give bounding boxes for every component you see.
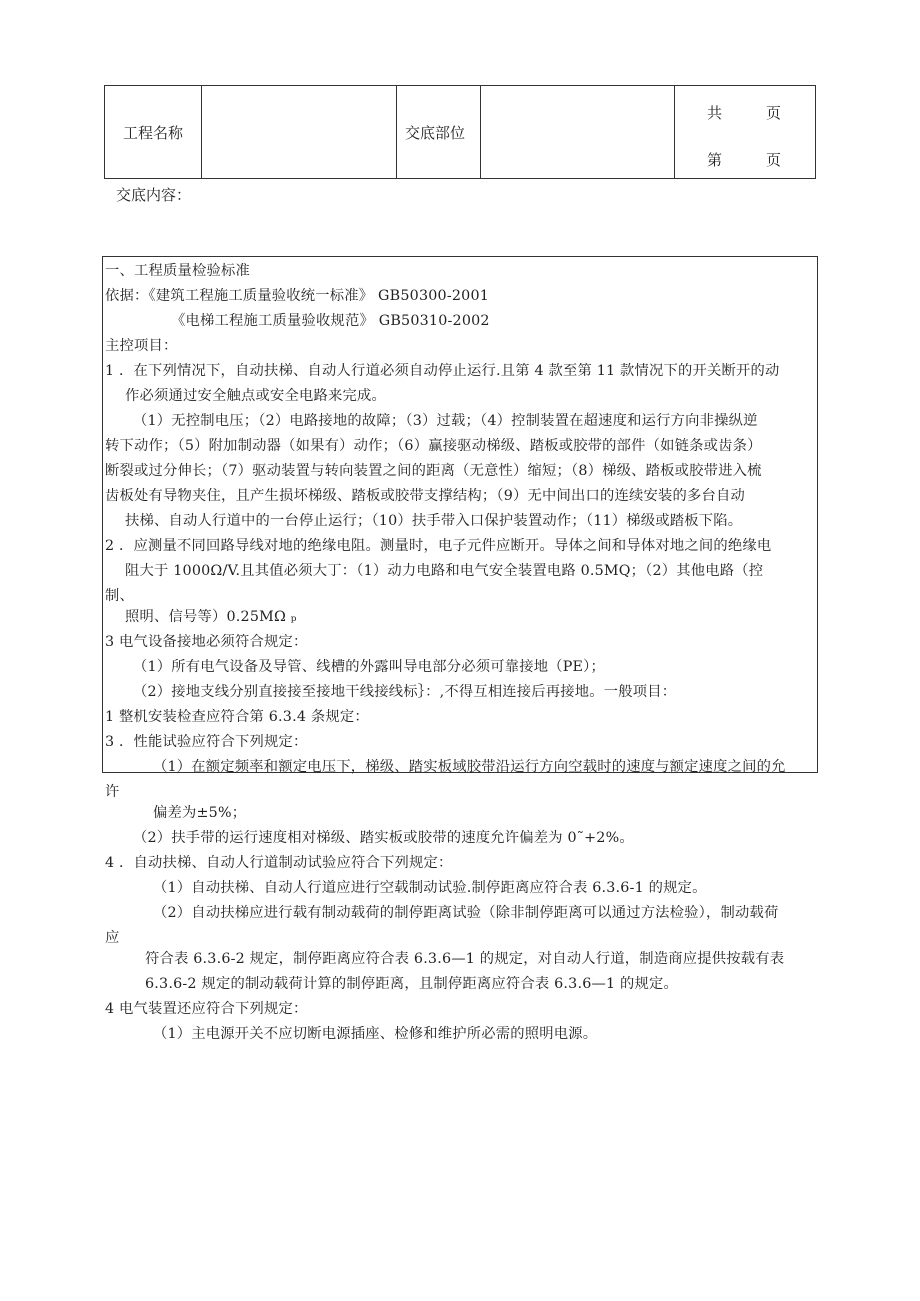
content-line: 主控项目： <box>105 338 178 354</box>
page-no-suffix: 页 <box>766 151 782 169</box>
total-pages-prefix: 共 <box>707 104 723 122</box>
page-count-cell <box>675 86 816 179</box>
project-name-label: 工程名称 <box>105 86 202 179</box>
content-line: （1）自动扶梯、自动人行道应进行空载制动试验.制停距离应符合表 6.3.6-1 的规定。 <box>153 880 707 896</box>
content-line: 4 ．自动扶梯、自动人行道制动试验应符合下列规定： <box>105 855 453 871</box>
content-line: 阻大于 1000Ω/V.且其值必须大丁：（1）动力电路和电气安全装置电路 0.5MQ；（2）其他电路（控 <box>125 563 764 579</box>
content-line: （1）所有电气设备及导管、线槽的外露叫导电部分必须可靠接地（PE）； <box>133 659 606 675</box>
content-line: 1 ．在下列情况下，自动扶梯、自动人行道必须自动停止运行.且第 4 款至第 11 款情况下的开关断开的动 <box>105 363 780 379</box>
content-line: （1）无控制电压；（2）电路接地的故障；（3）过载；（4）控制装置在超速度和运行方向非操纵逆 <box>133 413 758 429</box>
content-line: 6.3.6-2 规定的制动载荷计算的制停距离，且制停距离应符合表 6.3.6—1 的规定。 <box>145 976 679 992</box>
content-line: 照明、信号等）0.25MΩ ₚ <box>125 609 297 625</box>
content-line: （2）扶手带的运行速度相对梯级、踏实板或胶带的速度允许偏差为 0˜+2%。 <box>133 830 634 846</box>
content-line: 《电梯工程施工质量验收规范》 GB50310-2002 <box>171 313 490 329</box>
disclosure-part-label: 交底部位 <box>397 86 481 179</box>
content-line: 4 电气装置还应符合下列规定： <box>105 1001 308 1017</box>
content-line: 制、 <box>105 588 134 604</box>
content-line: （1）在额定频率和额定电压下，梯级、踏实板域胶带沿运行方向空载时的速度与额定速度之间的允 <box>153 759 786 775</box>
content-line: （1）主电源开关不应切断电源插座、检修和维护所必需的照明电源。 <box>153 1026 598 1042</box>
content-line: 依据：《建筑工程施工质量验收统一标准》 GB50300-2001 <box>105 288 490 304</box>
content-line: 一、工程质量检验标准 <box>105 263 250 279</box>
header-table <box>104 85 816 179</box>
page-no-prefix: 第 <box>707 151 723 169</box>
content-line: 作必须通过安全触点或安全电路来完成。 <box>125 388 386 404</box>
content-line: （2）自动扶梯应进行载有制动载荷的制停距离试验（除非制停距离可以通过方法检验），制动载荷 <box>153 905 779 921</box>
content-line: 3 电气设备接地必须符合规定： <box>105 634 308 650</box>
content-line: 断裂或过分伸长；（7）驱动装置与转向装置之间的距离（无意性）缩短；（8）梯级、踏板或胶带进入梳 <box>105 463 762 479</box>
content-line: 1 整机安装检查应符合第 6.3.4 条规定： <box>105 709 369 725</box>
content-line: 偏差为±5%； <box>153 805 247 821</box>
content-line: 应 <box>105 930 120 946</box>
content-line: 转下动作；（5）附加制动器（如果有）动作；（6）赢接驱动梯级、踏板或胶带的部件（如链条或齿条） <box>105 438 762 454</box>
disclosure-part-value[interactable] <box>481 86 675 179</box>
project-name-value[interactable] <box>202 86 397 179</box>
disclosure-content-label: 交底内容： <box>116 186 192 204</box>
content-line: 扶梯、自动人行道中的一台停止运行；（10）扶手带入口保护装置动作；（11）梯级或踏板下陷。 <box>125 513 743 529</box>
total-pages-suffix: 页 <box>766 104 782 122</box>
content-line: 符合表 6.3.6-2 规定，制停距离应符合表 6.3.6—1 的规定，对自动人行道，制造商应提供按载有表 <box>145 951 785 967</box>
content-line: 2 ．应测量不同回路导线对地的绝缘电阻。测量时，电子元件应断开。导体之间和导体对地之间的绝缘电 <box>105 538 772 554</box>
content-box <box>102 256 818 1042</box>
content-line: 齿板处有导物夹住，且产生损坏梯级、踏板或胶带支撑结构；（9）无中间出口的连续安装的多台自动 <box>105 488 746 504</box>
content-line: 许 <box>105 784 120 800</box>
content-line: 3 ．性能试验应符合下列规定： <box>105 734 308 750</box>
content-line: （2）接地支线分别直接接至接地干线接线标｝：,不得互相连接后再接地。一般项目： <box>133 684 677 700</box>
